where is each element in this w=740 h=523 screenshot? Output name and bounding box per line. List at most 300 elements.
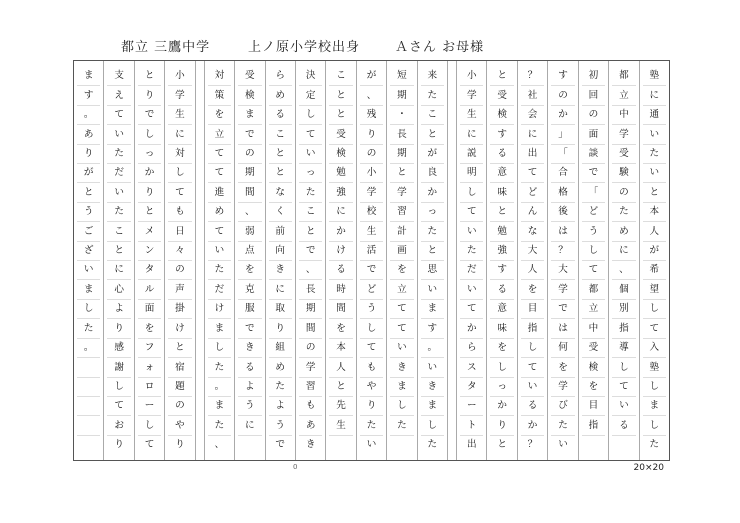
manuscript-char: 説	[460, 145, 483, 164]
manuscript-char: 「	[582, 183, 605, 202]
manuscript-char: い	[208, 242, 231, 261]
manuscript-char: 意	[490, 164, 513, 183]
manuscript-char: う	[77, 203, 100, 222]
manuscript-char: を	[390, 261, 413, 280]
manuscript-char: 立	[582, 300, 605, 319]
manuscript-char: 間	[329, 300, 352, 319]
manuscript-char: ら	[460, 339, 483, 358]
manuscript-char: と	[77, 183, 100, 202]
manuscript-char: ら	[269, 67, 292, 86]
school-name: 都立 三鷹中学	[121, 40, 211, 55]
manuscript-char: 強	[329, 183, 352, 202]
manuscript-char: た	[208, 416, 231, 435]
manuscript-char: 対	[168, 145, 191, 164]
manuscript-char: 小	[168, 67, 191, 86]
manuscript-char: え	[107, 86, 130, 105]
manuscript-char: も	[360, 358, 383, 377]
manuscript-char: 中	[582, 319, 605, 338]
manuscript-char: う	[582, 222, 605, 241]
manuscript-char: に	[168, 125, 191, 144]
manuscript-char: 進	[208, 183, 231, 202]
manuscript-char: し	[643, 378, 666, 397]
manuscript-char: は	[551, 222, 574, 241]
manuscript-char: っ	[299, 164, 322, 183]
manuscript-char: 先	[329, 397, 352, 416]
manuscript-column	[608, 61, 638, 460]
manuscript-char: ル	[138, 280, 161, 299]
manuscript-char: 勉	[490, 222, 513, 241]
manuscript-char: 立	[390, 280, 413, 299]
manuscript-char: お	[107, 416, 130, 435]
manuscript-char: ォ	[138, 358, 161, 377]
manuscript-char: 長	[299, 280, 322, 299]
manuscript-char: と	[497, 439, 507, 451]
manuscript-char: て	[582, 261, 605, 280]
manuscript-char: す	[421, 319, 444, 338]
manuscript-char: 大	[521, 242, 544, 261]
manuscript-char: た	[299, 183, 322, 202]
manuscript-char: 時	[329, 280, 352, 299]
manuscript-char: 。	[77, 339, 100, 358]
manuscript-char: 生	[168, 106, 191, 125]
manuscript-char: 策	[208, 86, 231, 105]
manuscript-char: 合	[551, 164, 574, 183]
manuscript-char: 何	[551, 339, 574, 358]
manuscript-char	[77, 378, 100, 397]
manuscript-char: 生	[460, 106, 483, 125]
manuscript-char: た	[77, 319, 100, 338]
manuscript-char: 学	[460, 86, 483, 105]
manuscript-char: タ	[138, 261, 161, 280]
manuscript-char: 学	[551, 378, 574, 397]
manuscript-grid	[73, 60, 670, 461]
manuscript-char: ま	[390, 378, 413, 397]
manuscript-char: 決	[299, 67, 322, 86]
manuscript-char: し	[107, 378, 130, 397]
manuscript-char: 点	[238, 242, 261, 261]
manuscript-char: を	[521, 280, 544, 299]
manuscript-char: に	[460, 125, 483, 144]
manuscript-char: し	[77, 300, 100, 319]
manuscript-char: ど	[582, 203, 605, 222]
manuscript-char: と	[329, 106, 352, 125]
manuscript-char: る	[521, 397, 544, 416]
manuscript-char: し	[360, 319, 383, 338]
manuscript-char: に	[612, 242, 635, 261]
manuscript-char: 画	[390, 242, 413, 261]
manuscript-char: と	[329, 86, 352, 105]
manuscript-char: 面	[582, 125, 605, 144]
manuscript-char: で	[299, 242, 322, 261]
manuscript-char: 支	[107, 67, 130, 86]
manuscript-char: 指	[521, 319, 544, 338]
manuscript-char: き	[238, 339, 261, 358]
manuscript-char: 学	[390, 183, 413, 202]
manuscript-char: い	[366, 439, 377, 451]
manuscript-char: た	[107, 145, 130, 164]
manuscript-char: 感	[107, 339, 130, 358]
manuscript-char: り	[77, 145, 100, 164]
manuscript-char: と	[168, 339, 191, 358]
manuscript-char: こ	[421, 106, 444, 125]
manuscript-char: ま	[643, 397, 666, 416]
manuscript-char: 間	[238, 183, 261, 202]
manuscript-char: け	[208, 300, 231, 319]
manuscript-char: る	[490, 145, 513, 164]
manuscript-char: 受	[238, 67, 261, 86]
manuscript-column	[134, 61, 164, 460]
manuscript-char: 謝	[107, 358, 130, 377]
manuscript-char: て	[144, 439, 155, 451]
manuscript-column	[386, 61, 416, 460]
manuscript-char: 受	[329, 125, 352, 144]
manuscript-char: っ	[138, 145, 161, 164]
manuscript-char: 初	[582, 67, 605, 86]
manuscript-char: り	[360, 125, 383, 144]
manuscript-char: て	[360, 339, 383, 358]
manuscript-char: 。	[77, 106, 100, 125]
manuscript-char: と	[421, 242, 444, 261]
manuscript-char: 回	[582, 86, 605, 105]
manuscript-char: 」	[551, 125, 574, 144]
manuscript-char	[77, 416, 100, 435]
manuscript-char: ス	[460, 358, 483, 377]
manuscript-char: い	[460, 222, 483, 241]
manuscript-char	[77, 358, 100, 377]
manuscript-char: 本	[643, 203, 666, 222]
manuscript-char: だ	[107, 164, 130, 183]
manuscript-char: り	[175, 439, 185, 451]
origin-school: 上ノ原小学校出身	[248, 40, 361, 55]
manuscript-char: た	[421, 86, 444, 105]
manuscript-char: と	[138, 203, 161, 222]
manuscript-char: い	[421, 358, 444, 377]
manuscript-column	[547, 61, 577, 460]
manuscript-char: ？	[521, 67, 544, 86]
manuscript-char: か	[421, 183, 444, 202]
manuscript-char: 学	[360, 183, 383, 202]
manuscript-char: 習	[390, 203, 413, 222]
manuscript-char: 習	[299, 378, 322, 397]
manuscript-char: 生	[360, 222, 383, 241]
manuscript-char: 別	[612, 300, 635, 319]
manuscript-char: 、	[214, 439, 225, 451]
manuscript-char: 「	[551, 145, 574, 164]
manuscript-char: 中	[612, 106, 635, 125]
manuscript-char: ト	[460, 416, 483, 435]
manuscript-char: い	[558, 439, 568, 451]
manuscript-char: 組	[269, 339, 292, 358]
manuscript-char: ？	[551, 242, 574, 261]
manuscript-char: た	[612, 203, 635, 222]
manuscript-char: し	[138, 416, 161, 435]
manuscript-char: 検	[329, 145, 352, 164]
manuscript-char: 出	[466, 439, 477, 451]
manuscript-char: い	[299, 145, 322, 164]
manuscript-char: と	[138, 67, 161, 86]
column-gap	[447, 61, 456, 460]
manuscript-char: け	[168, 319, 191, 338]
manuscript-char: あ	[299, 416, 322, 435]
manuscript-char: に	[107, 261, 130, 280]
manuscript-char: だ	[460, 261, 483, 280]
manuscript-char: し	[490, 358, 513, 377]
manuscript-char: か	[521, 416, 544, 435]
manuscript-char: で	[275, 439, 286, 451]
manuscript-char: フ	[138, 339, 161, 358]
manuscript-column	[74, 61, 103, 460]
manuscript-char: 本	[329, 339, 352, 358]
manuscript-char: ま	[77, 280, 100, 299]
manuscript-char: の	[168, 397, 191, 416]
manuscript-char: 宿	[168, 358, 191, 377]
manuscript-char	[390, 436, 413, 454]
manuscript-char: は	[551, 319, 574, 338]
manuscript-char: た	[649, 439, 660, 451]
manuscript-char: め	[269, 358, 292, 377]
manuscript-column	[517, 61, 547, 460]
manuscript-char: を	[208, 106, 231, 125]
manuscript-char	[329, 436, 352, 454]
manuscript-char: や	[168, 416, 191, 435]
manuscript-char: で	[582, 164, 605, 183]
manuscript-char: 社	[521, 86, 544, 105]
manuscript-column	[356, 61, 386, 460]
manuscript-char: い	[421, 280, 444, 299]
manuscript-char	[582, 436, 605, 454]
manuscript-char: て	[390, 319, 413, 338]
manuscript-char: し	[168, 164, 191, 183]
manuscript-char: 通	[643, 106, 666, 125]
manuscript-char: き	[305, 439, 316, 451]
manuscript-char: 弱	[238, 222, 261, 241]
manuscript-char: め	[612, 222, 635, 241]
manuscript-char: で	[138, 106, 161, 125]
manuscript-char: 塾	[643, 358, 666, 377]
manuscript-char: 残	[360, 106, 383, 125]
manuscript-char: 間	[299, 319, 322, 338]
manuscript-char: け	[329, 242, 352, 261]
manuscript-char: し	[582, 242, 605, 261]
manuscript-char: り	[114, 439, 124, 451]
manuscript-char: す	[77, 86, 100, 105]
manuscript-char: 検	[238, 86, 261, 105]
manuscript-char: い	[107, 125, 130, 144]
manuscript-char: し	[612, 358, 635, 377]
manuscript-column	[234, 61, 264, 460]
manuscript-char: 。	[421, 339, 444, 358]
manuscript-char: め	[269, 86, 292, 105]
manuscript-char: い	[612, 397, 635, 416]
manuscript-char: 目	[582, 397, 605, 416]
manuscript-char: 個	[612, 280, 635, 299]
manuscript-char: の	[168, 261, 191, 280]
manuscript-char: 大	[551, 261, 574, 280]
manuscript-char: ん	[521, 203, 544, 222]
manuscript-char: し	[643, 300, 666, 319]
manuscript-char: す	[490, 125, 513, 144]
manuscript-char: ま	[421, 300, 444, 319]
manuscript-char: 指	[582, 416, 605, 435]
manuscript-char: に	[238, 416, 261, 435]
manuscript-char: の	[299, 339, 322, 358]
manuscript-char: た	[427, 439, 438, 451]
manuscript-char: き	[421, 378, 444, 397]
manuscript-column	[265, 61, 295, 460]
manuscript-char: 目	[521, 300, 544, 319]
manuscript-char: ま	[77, 67, 100, 86]
manuscript-char: ま	[238, 106, 261, 125]
manuscript-char: 、	[238, 203, 261, 222]
manuscript-char: な	[521, 222, 544, 241]
manuscript-char: 定	[299, 86, 322, 105]
manuscript-char: が	[77, 164, 100, 183]
manuscript-char: か	[490, 397, 513, 416]
manuscript-char: こ	[299, 203, 322, 222]
manuscript-char: す	[490, 261, 513, 280]
manuscript-char: た	[208, 358, 231, 377]
manuscript-char: り	[138, 86, 161, 105]
manuscript-char: き	[269, 261, 292, 280]
manuscript-char: 検	[490, 106, 513, 125]
page-mark: 0	[293, 463, 298, 471]
manuscript-char: が	[643, 242, 666, 261]
manuscript-char: く	[269, 203, 292, 222]
manuscript-char: り	[360, 397, 383, 416]
manuscript-char: た	[390, 416, 413, 435]
manuscript-char: り	[269, 319, 292, 338]
manuscript-column	[417, 61, 447, 460]
manuscript-char: と	[269, 164, 292, 183]
manuscript-char: も	[299, 397, 322, 416]
manuscript-char: ー	[460, 397, 483, 416]
manuscript-char: 都	[612, 67, 635, 86]
manuscript-char: 校	[360, 203, 383, 222]
manuscript-char: す	[551, 67, 574, 86]
manuscript-char: っ	[490, 378, 513, 397]
manuscript-char: を	[551, 358, 574, 377]
manuscript-char: ー	[138, 397, 161, 416]
manuscript-char: 受	[582, 339, 605, 358]
manuscript-char: 活	[360, 242, 383, 261]
manuscript-char: を	[582, 378, 605, 397]
manuscript-char: い	[643, 164, 666, 183]
manuscript-char: い	[107, 183, 130, 202]
manuscript-char: と	[643, 183, 666, 202]
manuscript-char: 入	[643, 339, 666, 358]
manuscript-char: き	[390, 358, 413, 377]
manuscript-char: メ	[138, 222, 161, 241]
manuscript-char: う	[360, 300, 383, 319]
manuscript-column	[486, 61, 516, 460]
manuscript-char: よ	[269, 397, 292, 416]
manuscript-char: 指	[612, 319, 635, 338]
manuscript-char: の	[551, 86, 574, 105]
manuscript-char: た	[208, 261, 231, 280]
manuscript-char: て	[521, 164, 544, 183]
manuscript-char: る	[612, 416, 635, 435]
manuscript-char: か	[138, 164, 161, 183]
manuscript-char: と	[490, 203, 513, 222]
manuscript-char: 受	[490, 86, 513, 105]
manuscript-char: 声	[168, 280, 191, 299]
manuscript-char: い	[643, 125, 666, 144]
manuscript-char: 談	[582, 145, 605, 164]
manuscript-char: 人	[521, 261, 544, 280]
manuscript-char: が	[421, 145, 444, 164]
manuscript-char: 前	[269, 222, 292, 241]
manuscript-char: と	[299, 222, 322, 241]
manuscript-char: ン	[138, 242, 161, 261]
manuscript-char: て	[208, 145, 231, 164]
manuscript-char: 日	[168, 222, 191, 241]
manuscript-char: 来	[421, 67, 444, 86]
manuscript-char: 導	[612, 339, 635, 358]
manuscript-char: よ	[107, 300, 130, 319]
manuscript-char: っ	[421, 203, 444, 222]
manuscript-char: 勉	[329, 164, 352, 183]
manuscript-char: 希	[643, 261, 666, 280]
manuscript-char: る	[269, 106, 292, 125]
manuscript-char: の	[612, 183, 635, 202]
manuscript-char: し	[299, 106, 322, 125]
manuscript-char: 塾	[643, 67, 666, 86]
manuscript-char: に	[329, 203, 352, 222]
manuscript-char: た	[269, 378, 292, 397]
manuscript-char: て	[299, 125, 322, 144]
manuscript-char: 取	[269, 300, 292, 319]
manuscript-char: を	[138, 319, 161, 338]
manuscript-char: 長	[390, 125, 413, 144]
manuscript-char: 強	[490, 242, 513, 261]
manuscript-char: る	[329, 261, 352, 280]
manuscript-char: 受	[612, 145, 635, 164]
manuscript-char: こ	[107, 222, 130, 241]
manuscript-char: 小	[360, 164, 383, 183]
manuscript-char: に	[269, 280, 292, 299]
manuscript-char: い	[521, 378, 544, 397]
manuscript-char: 学	[299, 358, 322, 377]
manuscript-char: う	[269, 416, 292, 435]
manuscript-char: て	[168, 183, 191, 202]
manuscript-char: り	[107, 319, 130, 338]
manuscript-char: な	[269, 183, 292, 202]
column-gap	[195, 61, 204, 460]
manuscript-char: し	[643, 416, 666, 435]
manuscript-char: 短	[390, 67, 413, 86]
manuscript-char: 期	[299, 300, 322, 319]
manuscript-char	[612, 436, 635, 454]
grid-size-label: 20×20	[633, 463, 664, 473]
manuscript-column	[578, 61, 608, 460]
manuscript-char: ま	[208, 319, 231, 338]
manuscript-char: 検	[582, 358, 605, 377]
manuscript-char: し	[138, 125, 161, 144]
manuscript-char: あ	[77, 125, 100, 144]
manuscript-char: 克	[238, 280, 261, 299]
manuscript-char: が	[360, 67, 383, 86]
manuscript-char: て	[521, 358, 544, 377]
manuscript-char: い	[460, 280, 483, 299]
manuscript-char: た	[107, 203, 130, 222]
manuscript-char: 心	[107, 280, 130, 299]
manuscript-char: 味	[490, 319, 513, 338]
manuscript-char: か	[551, 106, 574, 125]
manuscript-char: 対	[208, 67, 231, 86]
manuscript-char: 人	[643, 222, 666, 241]
manuscript-char: び	[551, 397, 574, 416]
manuscript-char: 会	[521, 106, 544, 125]
